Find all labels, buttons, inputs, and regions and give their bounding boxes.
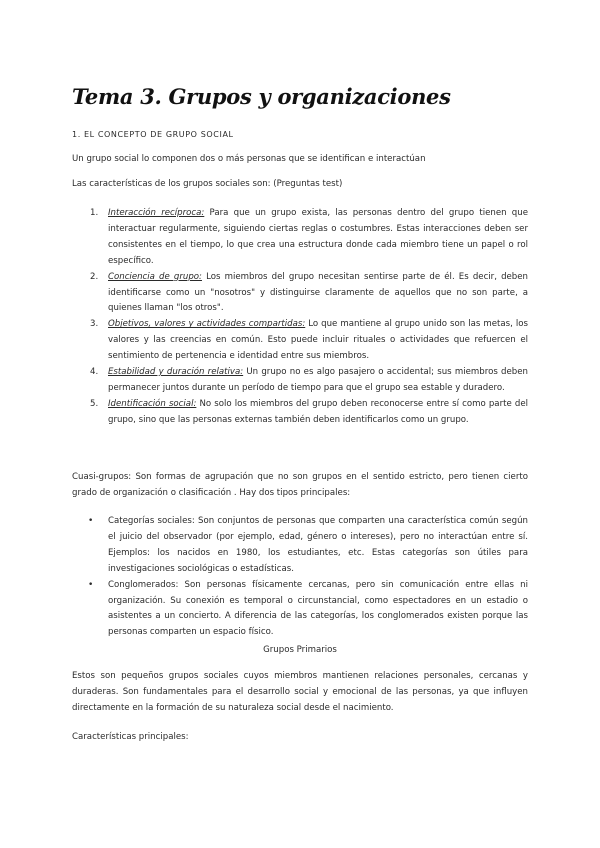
list-text: Los miembros del grupo necesitan sentirse parte de él. Es decir, deben identificarse como un "nosotros" y distinguirse claramente de aquellos que no son parte, a quienes llaman "los otros". — [108, 271, 529, 314]
list-text: Conglomerados: Son personas físicamente cercanas, pero sin comunicación entre ellas ni organización. Su conexión es temporal o circunstancial, como espectadores en un estadio o asistentes a un concierto. A diferencia de las categorías, los conglomerados existen porque las personas comparten un espacio físico. — [108, 579, 528, 638]
quasi-groups-paragraph: Cuasi-grupos: Son formas de agrupación que no son grupos en el sentido estricto, pero tienen cierto grado de organización o clasificación . Hay dos tipos principales: — [72, 472, 528, 498]
list-number: 2. — [90, 271, 99, 282]
list-text: Para que un grupo exista, las personas dentro del grupo tienen que interactuar regularmente, siguiendo ciertas reglas o costumbres. Estas interacciones deben ser consistentes en el tiempo, lo que crea una estructura donde cada miembro tiene un papel o rol específico. — [108, 208, 528, 266]
list-text: No solo los miembros del grupo deben reconocerse entre sí como parte del grupo, sino que las personas externas también deben identificarlos como un grupo. — [108, 398, 529, 425]
bullet-icon: • — [88, 516, 94, 526]
list-term: Identificación social: — [108, 398, 197, 409]
list-number: 4. — [90, 367, 99, 378]
list-text: Lo que mantiene al grupo unido son las metas, los valores y las creencias en común. Esto puede incluir rituales o actividades que refuercen el sentimiento de pertenencia e identidad entre sus miembros. — [108, 319, 529, 362]
quasi-types-list — [84, 514, 528, 641]
intro-paragraph: Un grupo social lo componen dos o más personas que se identifican e interactúan — [72, 154, 426, 164]
page-title: Tema 3. Grupos y organizaciones — [72, 84, 451, 109]
list-item — [84, 317, 528, 365]
list-item — [84, 270, 528, 318]
list-item — [84, 365, 528, 397]
characteristics-list — [84, 206, 528, 429]
list-number: 5. — [90, 398, 99, 409]
main-characteristics-label: Características principales: — [72, 732, 189, 742]
primary-groups-paragraph: Estos son pequeños grupos sociales cuyos miembros mantienen relaciones personales, cercanas y duraderas. Son fundamentales para el desarrollo social y emocional de las personas, ya que influyen directamente en la formación de su naturaleza social desde el nacimiento. — [72, 671, 528, 713]
primary-groups-heading: Grupos Primarios — [263, 645, 337, 655]
list-term: Objetivos, valores y actividades compartidas: — [108, 319, 306, 330]
list-item — [84, 578, 528, 642]
list-item — [84, 206, 528, 270]
list-number: 1. — [90, 208, 99, 218]
list-item — [84, 397, 528, 429]
list-term: Interacción recíproca: — [108, 208, 205, 218]
list-text: Un grupo no es algo pasajero o accidental; sus miembros deben permanecer juntos durante un período de tiempo para que el grupo sea estable y duradero. — [108, 367, 528, 393]
list-number: 3. — [90, 319, 99, 330]
list-item — [84, 514, 528, 578]
section-heading: 1. EL CONCEPTO DE GRUPO SOCIAL — [72, 130, 234, 139]
list-text: Categorías sociales: Son conjuntos de personas que comparten una característica común según el juicio del observador (por ejemplo, edad, género o intereses), pero no interactúan entre sí. Ejemplos: los nacidos en 1980, los estudiantes, etc. Estas categorías son útiles para investigaciones sociológicas o estadísticas. — [108, 516, 528, 574]
bullet-icon: • — [88, 579, 94, 590]
characteristics-intro: Las características de los grupos sociales son: (Preguntas test) — [72, 179, 343, 189]
list-term: Estabilidad y duración relativa: — [108, 367, 244, 378]
list-term: Conciencia de grupo: — [108, 271, 202, 282]
